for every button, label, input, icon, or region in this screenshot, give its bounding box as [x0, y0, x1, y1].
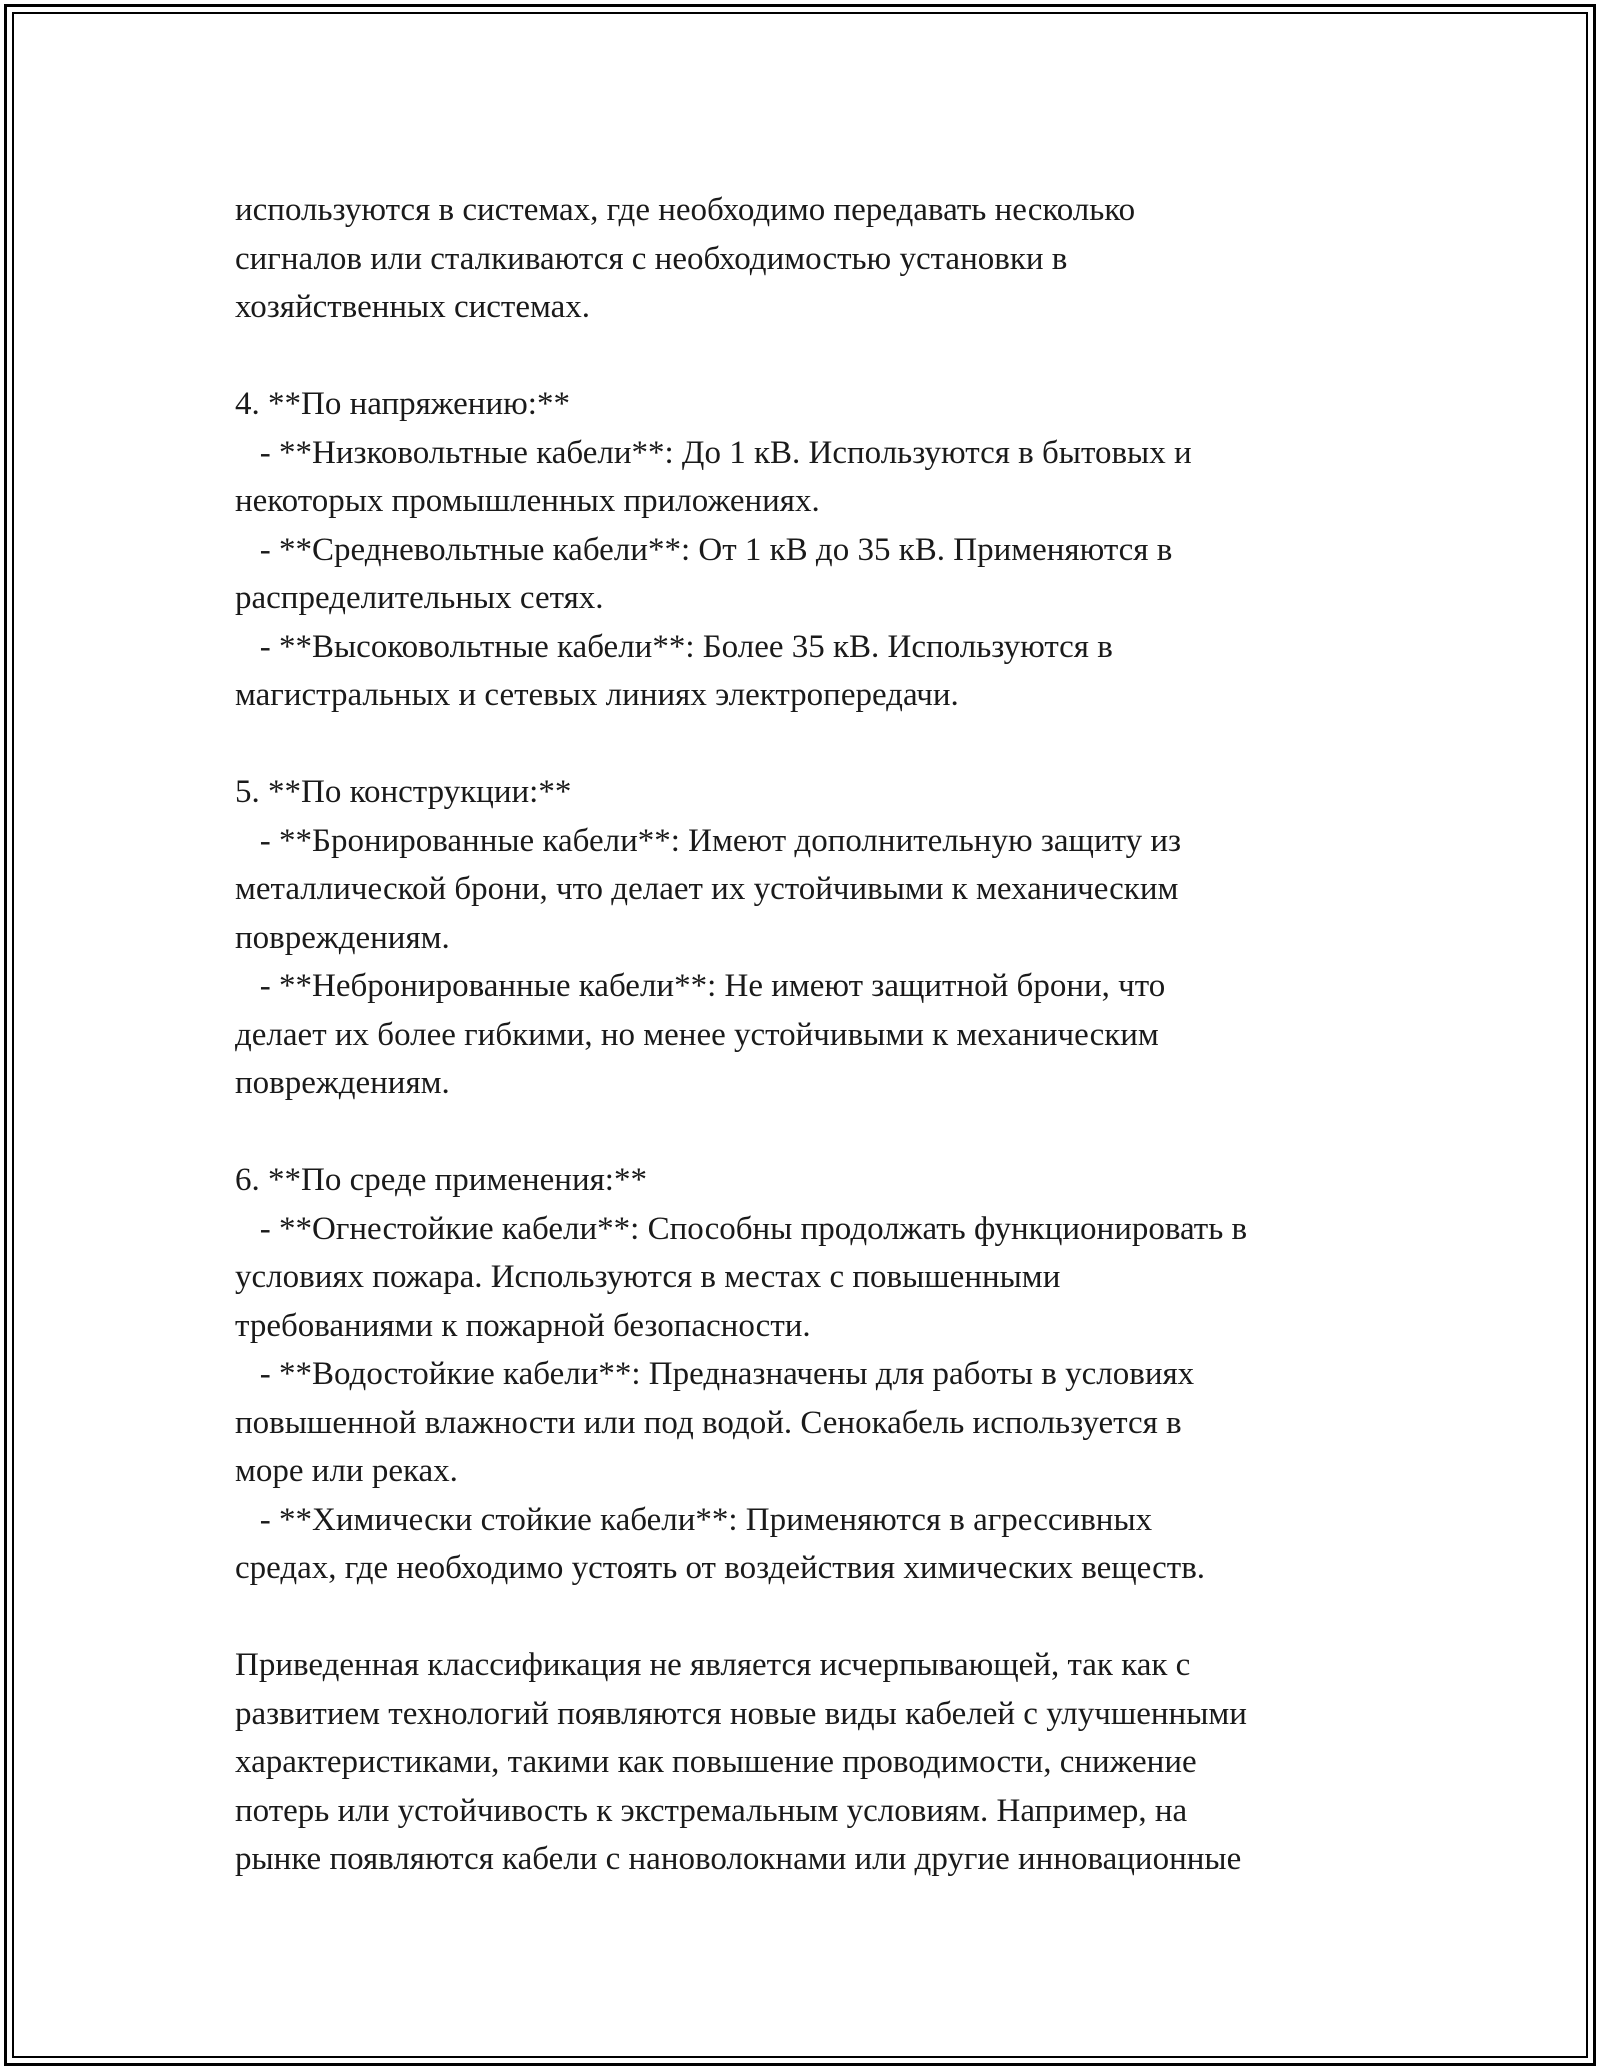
section-voltage — [235, 380, 1415, 720]
text-line: распределительных сетях. — [235, 580, 604, 616]
list-item — [235, 429, 1415, 526]
list-item — [235, 623, 1415, 720]
text-line: - **Водостойкие кабели**: Предназначены для работы в условиях — [235, 1356, 1195, 1392]
text-line: - **Огнестойкие кабели**: Способны продолжать функционировать в — [235, 1210, 1248, 1247]
text-line: хозяйственных системах. — [235, 289, 591, 325]
text-line: условиях пожара. Используются в местах с повышенными — [235, 1259, 1061, 1295]
text-line: металлической брони, что делает их устойчивыми к механическим — [235, 871, 1179, 907]
section-environment — [235, 1156, 1415, 1593]
list-item — [235, 1496, 1415, 1593]
text-line: рынке появляются кабели с нановолокнами или другие инновационные — [235, 1841, 1242, 1877]
text-line: повреждениям. — [235, 919, 450, 956]
list-item — [235, 1350, 1415, 1496]
section-heading: 4. **По напряжению:** — [235, 386, 570, 422]
list-item — [235, 526, 1415, 623]
section-construction — [235, 768, 1415, 1108]
text-line: магистральных и сетевых линиях электропередачи. — [235, 677, 959, 713]
text-line: используются в системах, где необходимо передавать несколько — [235, 192, 1136, 228]
list-item — [235, 962, 1415, 1108]
text-line: море или реках. — [235, 1453, 458, 1489]
text-line: - **Высоковольтные кабели**: Более 35 кВ. Используются в — [235, 628, 1113, 665]
blank-line — [235, 332, 1415, 381]
document-body — [235, 186, 1415, 1884]
list-item — [235, 1205, 1415, 1351]
text-line: делает их более гибкими, но менее устойчивыми к механическим — [235, 1016, 1159, 1053]
blank-line — [235, 1593, 1415, 1642]
text-line: развитием технологий появляются новые виды кабелей с улучшенными — [235, 1695, 1247, 1732]
text-line: средах, где необходимо устоять от воздействия химических веществ. — [235, 1550, 1206, 1586]
text-line: некоторых промышленных приложениях. — [235, 483, 820, 519]
text-line: повреждениям. — [235, 1065, 450, 1101]
text-line: потерь или устойчивость к экстремальным условиям. Например, на — [235, 1792, 1188, 1829]
text-line: - **Низковольтные кабели**: До 1 кВ. Используются в бытовых и — [235, 434, 1192, 471]
text-line: - **Бронированные кабели**: Имеют дополнительную защиту из — [235, 822, 1182, 859]
section-heading: 5. **По конструкции:** — [235, 774, 572, 810]
blank-line — [235, 720, 1415, 769]
text-line: - **Небронированные кабели**: Не имеют защитной брони, что — [235, 968, 1166, 1004]
list-item — [235, 817, 1415, 963]
intro-paragraph — [235, 186, 1415, 332]
text-line: требованиями к пожарной безопасности. — [235, 1307, 811, 1344]
text-line: Приведенная классификация не является исчерпывающей, так как с — [235, 1647, 1191, 1683]
text-line: повышенной влажности или под водой. Сенокабель используется в — [235, 1404, 1182, 1441]
text-line: - **Химически стойкие кабели**: Применяются в агрессивных — [235, 1501, 1153, 1538]
blank-line — [235, 1108, 1415, 1157]
text-line: - **Средневольтные кабели**: От 1 кВ до 35 кВ. Применяются в — [235, 531, 1173, 568]
conclusion-paragraph — [235, 1641, 1415, 1884]
text-line: характеристиками, такими как повышение проводимости, снижение — [235, 1744, 1197, 1780]
text-line: сигналов или сталкиваются с необходимостью установки в — [235, 240, 1068, 277]
section-heading: 6. **По среде применения:** — [235, 1162, 647, 1198]
